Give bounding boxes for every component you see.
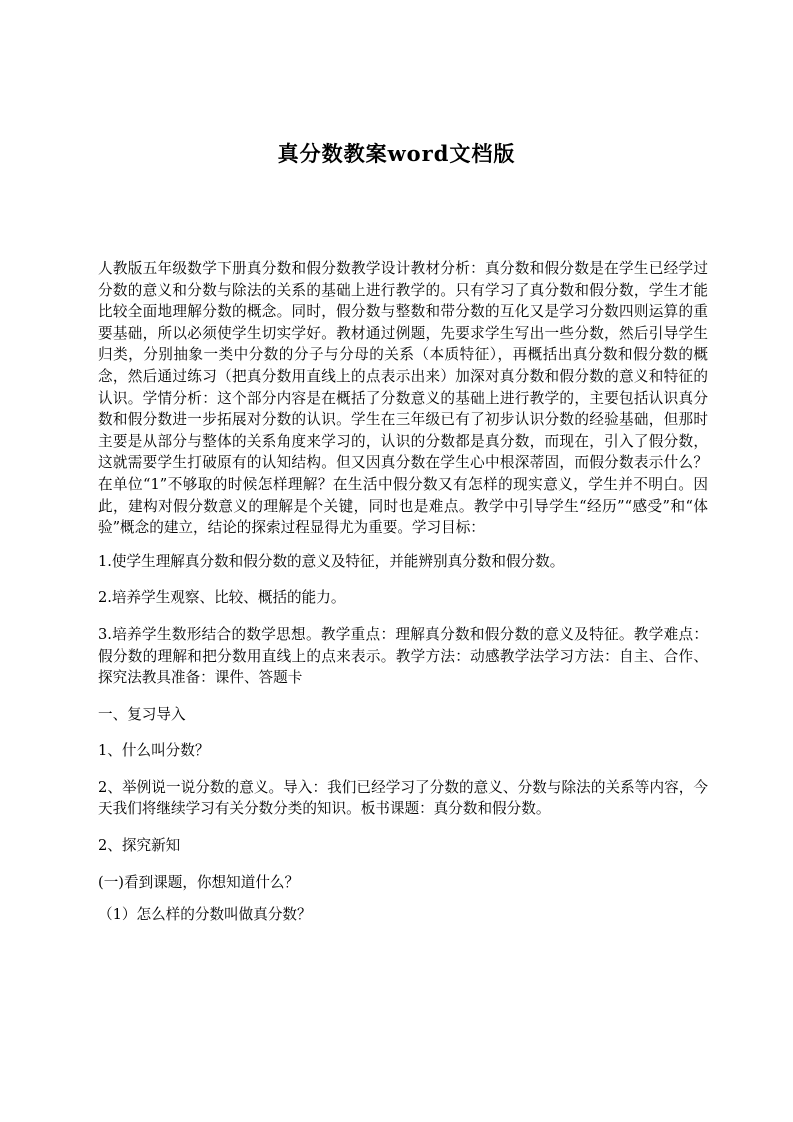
paragraph-objective-3: 3.培养学生数形结合的数学思想。教学重点：理解真分数和假分数的意义及特征。教学难点：假分数的理解和把分数用直线上的点来表示。教学方法：动感教学法学习方法：自主、合作、探究法教具准备：课件、答题卡 <box>98 625 708 687</box>
document-title: 真分数教案word文档版 <box>277 141 516 166</box>
section-heading-explore: 2、探究新知 <box>98 837 181 855</box>
paragraph-question-2: 2、举例说一说分数的意义。导入：我们已经学习了分数的意义、分数与除法的关系等内容，今天我们将继续学习有关分数分类的知识。板书课题：真分数和假分数。 <box>98 778 708 818</box>
paragraph-subsection-1: (一)看到课题，你想知道什么？ <box>98 873 300 891</box>
paragraph-objective-2: 2.培养学生观察、比较、概括的能力。 <box>98 589 346 607</box>
paragraph-objective-1: 1.使学生理解真分数和假分数的意义及特征，并能辨别真分数和假分数。 <box>98 552 565 570</box>
paragraph-subquestion-1: （1）怎么样的分数叫做真分数？ <box>98 906 312 924</box>
document-body <box>98 258 708 926</box>
paragraph-intro: 人教版五年级数学下册真分数和假分数教学设计教材分析：真分数和假分数是在学生已经学过分数的意义和分数与除法的关系的基础上进行教学的。只有学习了真分数和假分数，学生才能比较全面地理解分数的概念。同时，假分数与整数和带分数的互化又是学习分数四则运算的重要基础，所以必须使学生切实学好。教材通过例题，先要求学生写出一些分数，然后引导学生归类，分别抽象一类中分数的分子与分母的关系（本质特征），再概括出真分数和假分数的概念，然后通过练习（把真分数用直线上的点表示出来）加深对真分数和假分数的意义和特征的认识。学情分析：这个部分内容是在概括了分数意义的基础上进行教学的，主要包括认识真分数和假分数进一步拓展对分数的认识。学生在三年级已有了初步认识分数的经验基础，但那时主要是从部分与整体的关系角度来学习的，认识的分数都是真分数，而现在，引入了假分数，这就需要学生打破原有的认知结构。但又因真分数在学生心中根深蒂固，而假分数表示什么？在单位“1”不够取的时候怎样理解？在生活中假分数又有怎样的现实意义，学生并不明白。因此，建构对假分数意义的理解是个关键，同时也是难点。教学中引导学生“经历”“感受”和“体验”概念的建立，结论的探索过程显得尤为重要。学习目标： <box>98 260 708 537</box>
section-heading-review: 一、复习导入 <box>98 705 186 723</box>
paragraph-question-1: 1、什么叫分数？ <box>98 742 210 760</box>
